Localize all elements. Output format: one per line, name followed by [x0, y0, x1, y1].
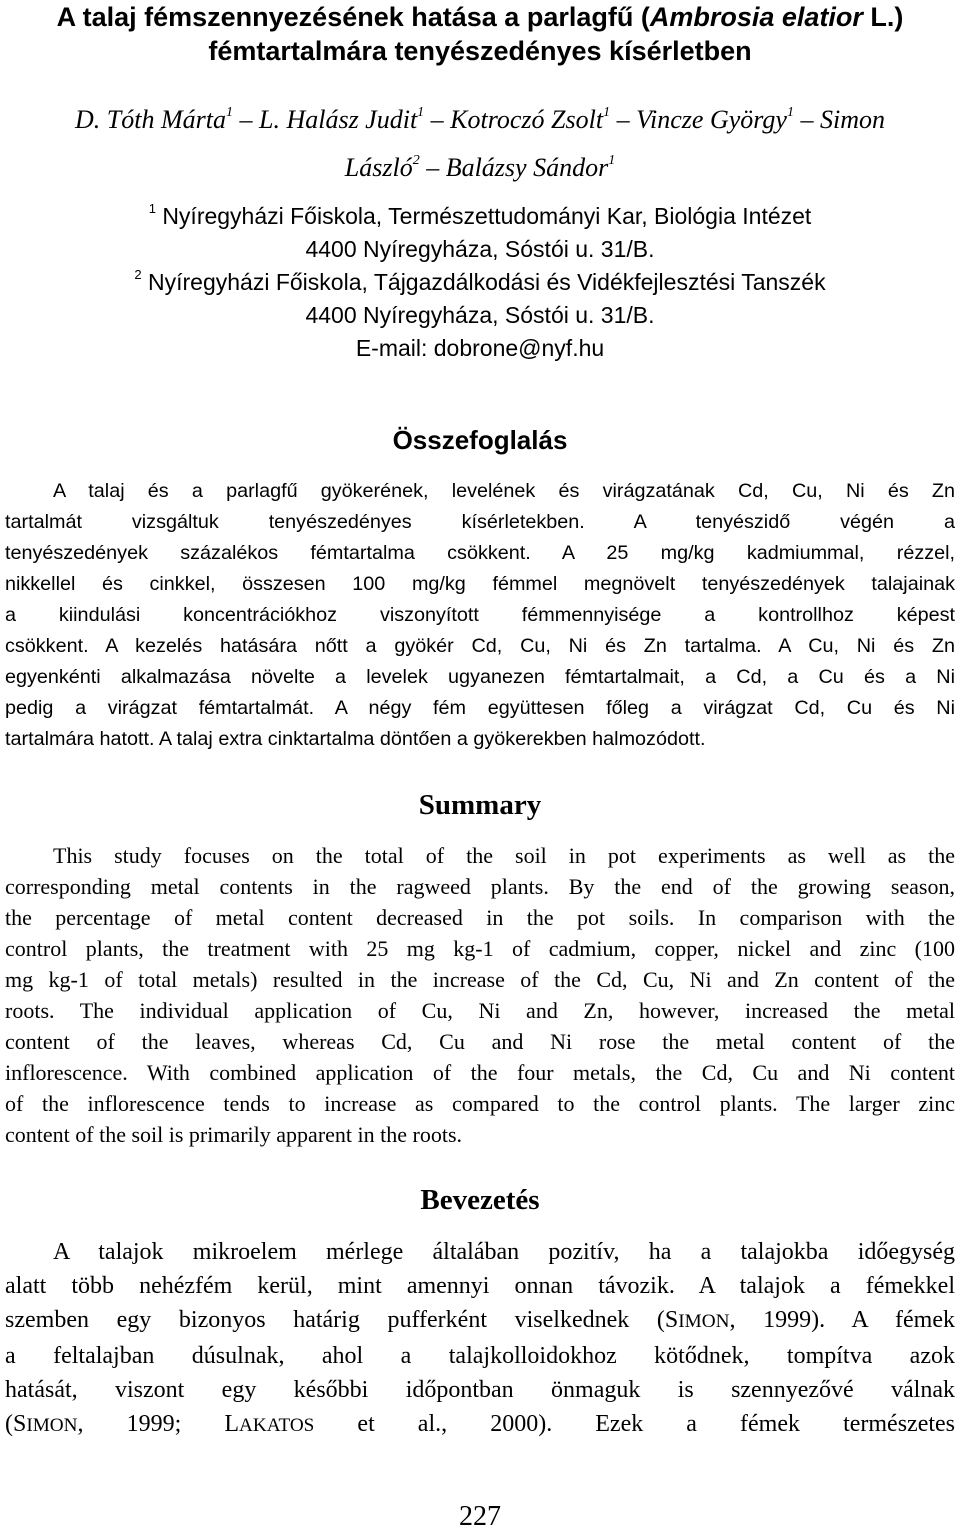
author-separator: –	[239, 105, 253, 134]
affiliation-1-line-1: $^1$ Nyíregyházi Főiskola, Természettudományi Kar, Biológia Intézet	[148, 201, 812, 229]
author-list	[0, 96, 960, 192]
author-separator: –	[616, 105, 630, 134]
small-caps-author: AKATOS	[239, 1415, 315, 1436]
abstract-hungarian	[5, 476, 955, 755]
abstract-line: pedig a virágzat fémtartalmát. A négy fém együttesen főleg a virágzat Cd, Cu és Ni	[5, 697, 955, 719]
summary-line: control plants, the treatment with 25 mg kg-1 of cadmium, copper, nickel and zinc (100	[5, 936, 955, 961]
summary-line: This study focuses on the total of the soil in pot experiments as well as the	[53, 843, 955, 868]
abstract-line: A talaj és a parlagfű gyökerének, levelének és virágzatának Cd, Cu, Ni és Zn	[53, 480, 955, 502]
summary-line: mg kg-1 of total metals) resulted in the increase of the Cd, Cu, Ni and Zn content of the	[5, 967, 955, 992]
intro-line: a feltalajban dúsulnak, ahol a talajkolloidokhoz kötődnek, tompítva azok	[5, 1343, 955, 1369]
author-line-1: D. Tóth Márta$^1$ – L. Halász Judit$^1$ – Kotroczó Zsolt$^1$ – Vincze György$^1$ – Simon	[75, 105, 885, 134]
intro-line: A talajok mikroelem mérlege általában pozitív, ha a talajokba időegység	[53, 1239, 955, 1265]
intro-line: hatását, viszont egy későbbi időpontban önmaguk is szennyezővé válnak	[5, 1377, 955, 1403]
intro-line: (SIMON, 1999; LAKATOS et al., 2000). Ezek a fémek természetes	[5, 1411, 956, 1437]
author-1: D. Tóth Márta	[75, 105, 226, 134]
abstract-line: nikkellel és cinkkel, összesen 100 mg/kg fémmel megnövelt tenyészedények talajainak	[5, 573, 955, 595]
abstract-line: tartalmát vizsgáltuk tenyészedényes kísérletekben. A tenyészidő végén a	[5, 511, 955, 533]
author-3: Kotroczó Zsolt	[450, 105, 604, 134]
introduction-text	[5, 1235, 955, 1443]
page-number: 227	[459, 1501, 501, 1532]
author-separator: –	[430, 105, 444, 134]
author-separator: –	[800, 105, 814, 134]
summary-line: inflorescence. With combined application of the four metals, the Cd, Cu and Ni content	[5, 1060, 955, 1085]
author-2: L. Halász Judit	[258, 105, 418, 134]
abstract-english	[5, 840, 955, 1150]
affiliation-1-line-2: 4400 Nyíregyháza, Sóstói u. 31/B.	[305, 236, 655, 262]
summary-line: content of the soil is primarily apparent in the roots.	[5, 1122, 463, 1147]
section-heading-osszefoglalas: Összefoglalás	[392, 425, 568, 455]
abstract-line: a kiindulási koncentrációkhoz viszonyított fémmennyisége a kontrollhoz képest	[5, 604, 955, 626]
author-6: Balázsy Sándor	[445, 153, 609, 182]
author-separator: –	[426, 153, 440, 182]
intro-line: alatt több nehézfém kerül, mint amennyi onnan távozik. A talajok a fémekkel	[5, 1273, 955, 1299]
abstract-line: tenyészedények százalékos fémtartalma csökkent. A 25 mg/kg kadmiummal, rézzel,	[5, 542, 955, 564]
summary-line: of the inflorescence tends to increase as compared to the control plants. The larger zinc	[5, 1091, 955, 1116]
summary-line: the percentage of metal content decreased in the pot soils. In comparison with the	[5, 905, 955, 930]
email-address: E-mail: dobrone@nyf.hu	[355, 335, 605, 361]
affiliations	[0, 200, 960, 365]
author-5-second: László	[344, 153, 413, 182]
species-name: Ambrosia elatior	[649, 2, 863, 32]
summary-line: roots. The individual application of Cu, Ni and Zn, however, increased the metal	[5, 998, 955, 1023]
author-line-2: László$^2$ – Balázsy Sándor$^1$	[344, 153, 616, 182]
intro-line: szemben egy bizonyos határig pufferként viselkednek (SIMON, 1999). A fémek	[5, 1307, 956, 1333]
affiliation-2-line-2: 4400 Nyíregyháza, Sóstói u. 31/B.	[305, 302, 655, 328]
author-5-first: Simon	[819, 105, 885, 134]
affiliation-2-line-1: $^2$ Nyíregyházi Főiskola, Tájgazdálkodási és Vidékfejlesztési Tanszék	[134, 267, 826, 295]
summary-line: corresponding metal contents in the ragweed plants. By the end of the growing season,	[5, 874, 955, 899]
section-heading-bevezetes: Bevezetés	[420, 1184, 540, 1216]
section-heading-summary: Summary	[418, 789, 542, 821]
title-line-2: fémtartalmára tenyészedényes kísérletben	[208, 36, 752, 66]
abstract-line: tartalmára hatott. A talaj extra cinktartalma döntően a gyökerekben halmozódott.	[5, 728, 706, 750]
abstract-line: egyenkénti alkalmazása növelte a levelek ugyanezen fémtartalmait, a Cd, a Cu és a Ni	[5, 666, 955, 688]
small-caps-author: IMON	[26, 1415, 78, 1436]
author-4: Vincze György	[636, 105, 787, 134]
title-line-1: A talaj fémszennyezésének hatása a parlagfű (Ambrosia elatior L.)	[56, 2, 904, 32]
abstract-line: csökkent. A kezelés hatására nőtt a gyökér Cd, Cu, Ni és Zn tartalma. A Cu, Ni és Zn	[5, 635, 955, 657]
summary-line: content of the leaves, whereas Cd, Cu and Ni rose the metal content of the	[5, 1029, 955, 1054]
small-caps-author: IMON	[678, 1311, 730, 1332]
paper-title	[0, 0, 960, 68]
